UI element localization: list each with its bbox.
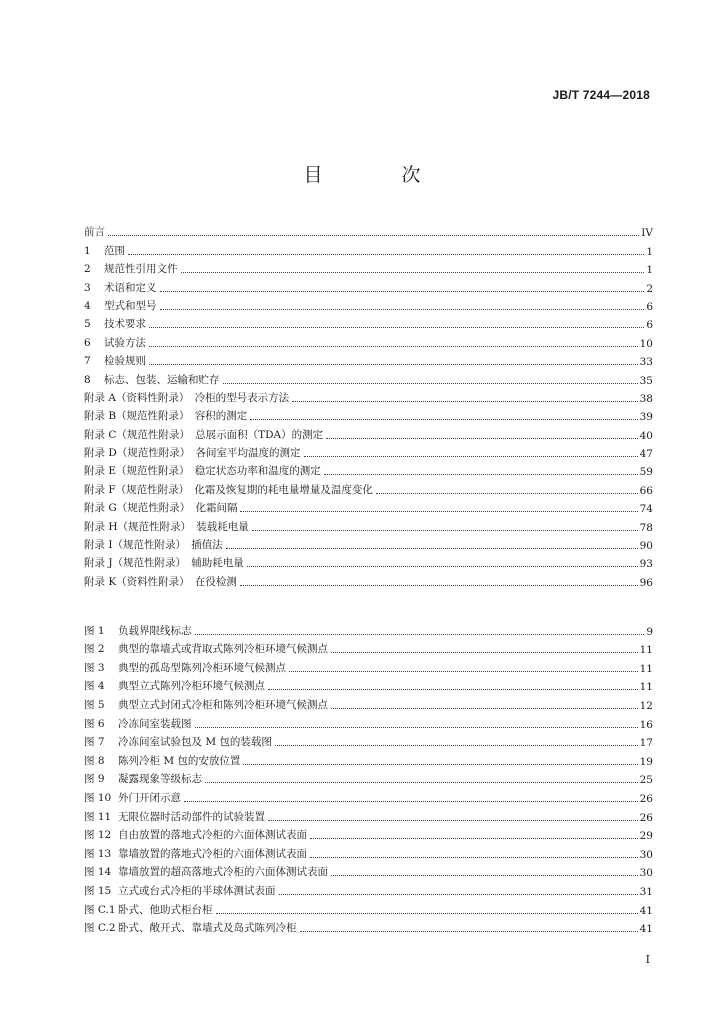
toc-entry[interactable] bbox=[84, 350, 653, 368]
toc-entry-page: 6 bbox=[646, 300, 653, 313]
figure-entry[interactable] bbox=[84, 768, 653, 787]
toc-entry[interactable] bbox=[84, 442, 653, 460]
figure-entry[interactable] bbox=[84, 861, 653, 880]
figure-entry-label: 自由放置的落地式冷柜的六面体测试表面 bbox=[118, 829, 307, 842]
toc-entry-page: 74 bbox=[639, 503, 653, 516]
figure-entry-number: 图 7 bbox=[84, 736, 105, 749]
dot-leader bbox=[195, 727, 638, 728]
toc-entry-label: 前言 bbox=[84, 226, 105, 239]
figure-entry-title bbox=[84, 790, 181, 805]
figure-entry-title bbox=[84, 827, 307, 842]
dot-leader bbox=[226, 548, 638, 549]
toc-entry-number: 8 bbox=[84, 373, 91, 386]
dot-leader bbox=[304, 456, 638, 457]
toc-entry[interactable] bbox=[84, 313, 653, 331]
figure-entry-number: 图 9 bbox=[84, 773, 105, 786]
dot-leader bbox=[300, 931, 638, 932]
figure-entry-label: 典型的靠墙式或背取式陈列冷柜环境气候测点 bbox=[118, 643, 328, 656]
figure-entry-page: 29 bbox=[639, 830, 653, 843]
toc-entry-page: 2 bbox=[646, 282, 653, 295]
toc-entry-title bbox=[84, 537, 223, 552]
toc-entry[interactable] bbox=[84, 258, 653, 276]
toc-entry-title bbox=[84, 224, 105, 239]
toc-entry-label: 范围 bbox=[104, 244, 125, 257]
figure-entry[interactable] bbox=[84, 619, 653, 638]
figure-entry-number: 图 11 bbox=[84, 810, 112, 823]
toc-entry-label: 附录 A（资料性附录） 冷柜的型号表示方法 bbox=[84, 391, 290, 404]
standard-code: JB/T 7244—2018 bbox=[552, 88, 650, 102]
figure-entry-label: 立式或台式冷柜的半球体测试表面 bbox=[118, 884, 276, 897]
toc-entry-title bbox=[84, 353, 146, 368]
figure-entry-title bbox=[84, 660, 286, 675]
toc-entry-page: 39 bbox=[639, 411, 653, 424]
dot-leader bbox=[240, 511, 637, 512]
figure-entry-label: 典型立式陈列冷柜环境气候测点 bbox=[118, 680, 265, 693]
figure-entry-title bbox=[84, 734, 272, 749]
dot-leader bbox=[324, 474, 638, 475]
figure-entry-page: 19 bbox=[639, 755, 653, 768]
figure-entry-label: 陈列冷柜 M 包的安放位置 bbox=[118, 754, 241, 767]
toc-entry-page: 38 bbox=[639, 392, 653, 405]
figure-entry-title bbox=[84, 716, 192, 731]
toc-entry-label: 标志、包装、运输和贮存 bbox=[104, 373, 220, 386]
toc-entry-page: 35 bbox=[639, 374, 653, 387]
toc-entry-title bbox=[84, 427, 323, 442]
toc-entry-label: 技术要求 bbox=[104, 318, 146, 331]
figure-entry-page: 26 bbox=[639, 792, 653, 805]
toc-entry[interactable] bbox=[84, 239, 653, 257]
toc-entry-label: 附录 G（规范性附录） 化霜间隔 bbox=[84, 502, 238, 515]
figure-entry-number: 图 1 bbox=[84, 624, 105, 637]
figure-entry-number: 图 12 bbox=[84, 829, 112, 842]
figure-entry-title bbox=[84, 753, 240, 768]
figure-entry-number: 图 6 bbox=[84, 717, 105, 730]
dot-leader bbox=[205, 782, 638, 783]
dot-leader bbox=[195, 634, 645, 635]
toc-entry-number: 2 bbox=[84, 263, 91, 276]
toc-entry-label: 附录 C（规范性附录） 总展示面积（TDA）的测定 bbox=[84, 428, 324, 441]
toc-entry-title bbox=[84, 463, 321, 478]
dot-leader bbox=[292, 401, 637, 402]
dot-leader bbox=[268, 689, 638, 690]
figure-entry-page: 31 bbox=[639, 885, 653, 898]
toc-entry-number: 3 bbox=[84, 281, 91, 294]
toc-entry-label: 附录 J（规范性附录） 辅助耗电量 bbox=[84, 557, 244, 570]
figure-entry[interactable] bbox=[84, 675, 653, 694]
figure-entry-label: 卧式、敞开式、靠墙式及岛式陈列冷柜 bbox=[118, 922, 297, 935]
toc-entry-label: 附录 B（规范性附录） 容积的测定 bbox=[84, 410, 248, 423]
figure-entry-title bbox=[84, 883, 276, 898]
toc-entry-page: 40 bbox=[639, 429, 653, 442]
figure-entry[interactable] bbox=[84, 917, 653, 936]
figure-entry[interactable] bbox=[84, 712, 653, 731]
figure-entry-title bbox=[84, 846, 307, 861]
toc-entry[interactable] bbox=[84, 295, 653, 313]
dot-leader bbox=[275, 745, 638, 746]
figure-entry-title bbox=[84, 678, 265, 693]
toc-entry-label: 附录 F（规范性附录） 化霜及恢复期的耗电量增量及温度变化 bbox=[84, 483, 373, 496]
toc-entry-title bbox=[84, 243, 125, 258]
toc-entry-title bbox=[84, 280, 157, 295]
figure-entry-label: 靠墙放置的超高落地式冷柜的六面体测试表面 bbox=[118, 866, 328, 879]
dot-leader bbox=[279, 894, 638, 895]
toc-entry-page: 66 bbox=[639, 484, 653, 497]
figure-entry-label: 冷冻间室试验包及 M 包的装载图 bbox=[118, 736, 272, 749]
dot-leader bbox=[310, 857, 638, 858]
toc-entry-title bbox=[84, 519, 249, 534]
figure-entry-page: 41 bbox=[639, 923, 653, 936]
toc-entry-label: 检验规则 bbox=[104, 355, 146, 368]
figure-entry[interactable] bbox=[84, 842, 653, 861]
toc-entry-title bbox=[84, 261, 178, 276]
page-number: I bbox=[645, 953, 650, 966]
figure-entry-title bbox=[84, 697, 328, 712]
dot-leader bbox=[331, 652, 638, 653]
figure-entry-page: 26 bbox=[639, 811, 653, 824]
figure-entry[interactable] bbox=[84, 879, 653, 898]
toc-entry-title bbox=[84, 316, 146, 331]
dot-leader bbox=[310, 838, 638, 839]
figure-entry-number: 图 5 bbox=[84, 698, 105, 711]
toc-entry-title bbox=[84, 372, 220, 387]
figure-entry-page: 30 bbox=[639, 848, 653, 861]
dot-leader bbox=[149, 346, 638, 347]
figure-entry[interactable] bbox=[84, 824, 653, 843]
figure-entry[interactable] bbox=[84, 693, 653, 712]
figure-entry-label: 负载界限线标志 bbox=[118, 624, 192, 637]
figure-entry-label: 冷冻间室装载图 bbox=[118, 717, 192, 730]
dot-leader bbox=[184, 801, 638, 802]
toc-entry-page: 1 bbox=[646, 245, 653, 258]
figure-entry[interactable] bbox=[84, 638, 653, 657]
toc-entry[interactable] bbox=[84, 221, 653, 239]
toc-entry-page: 78 bbox=[639, 521, 653, 534]
figure-entry-page: 11 bbox=[639, 644, 653, 657]
toc-entry[interactable] bbox=[84, 515, 653, 533]
page-title: 目 次 bbox=[303, 164, 451, 186]
toc-entry-label: 附录 E（规范性附录） 稳定状态功率和温度的测定 bbox=[84, 465, 321, 478]
figure-entry-page: 12 bbox=[639, 699, 653, 712]
dot-leader bbox=[252, 530, 638, 531]
dot-leader bbox=[331, 708, 638, 709]
toc-entry[interactable] bbox=[84, 534, 653, 552]
toc-entry-page: 10 bbox=[639, 337, 653, 350]
dot-leader bbox=[149, 327, 644, 328]
figure-entry-number: 图 15 bbox=[84, 884, 112, 897]
toc-entry[interactable] bbox=[84, 570, 653, 588]
figure-entry-page: 11 bbox=[639, 681, 653, 694]
dot-leader bbox=[128, 254, 644, 255]
toc-entry-title bbox=[84, 445, 301, 460]
dot-leader bbox=[223, 383, 638, 384]
toc-entry-page: 6 bbox=[646, 319, 653, 332]
toc-entry-number: 6 bbox=[84, 336, 91, 349]
figure-entry-title bbox=[84, 902, 213, 917]
figure-entry-page: 9 bbox=[646, 625, 653, 638]
toc-entry-label: 术语和定义 bbox=[104, 281, 157, 294]
toc-entry[interactable] bbox=[84, 387, 653, 405]
toc-entry-number: 1 bbox=[84, 244, 91, 257]
figure-entry-label: 靠墙放置的落地式冷柜的六面体测试表面 bbox=[118, 847, 307, 860]
figure-entry-page: 17 bbox=[639, 737, 653, 750]
dot-leader bbox=[149, 364, 638, 365]
dot-leader bbox=[326, 438, 637, 439]
figure-entry-label: 典型立式封闭式冷柜和陈列冷柜环境气候测点 bbox=[118, 698, 328, 711]
toc-entry-label: 型式和型号 bbox=[104, 299, 157, 312]
toc-entry-label: 附录 H（规范性附录） 装载耗电量 bbox=[84, 520, 249, 533]
figure-entry-label: 凝露现象等级标志 bbox=[118, 773, 202, 786]
toc-entry-title bbox=[84, 298, 157, 313]
toc-entry[interactable] bbox=[84, 552, 653, 570]
toc-entry-title bbox=[84, 390, 289, 405]
toc-entry-number: 4 bbox=[84, 299, 91, 312]
figure-entry-label: 外门开闭示意 bbox=[118, 791, 181, 804]
toc-entry-page: 47 bbox=[639, 448, 653, 461]
figure-entry-page: 16 bbox=[639, 718, 653, 731]
table-of-contents bbox=[84, 221, 653, 589]
dot-leader bbox=[331, 875, 638, 876]
dot-leader bbox=[160, 291, 645, 292]
toc-entry[interactable] bbox=[84, 368, 653, 386]
figure-entry-label: 无限位器时活动部件的试验装置 bbox=[118, 810, 265, 823]
toc-entry[interactable] bbox=[84, 405, 653, 423]
figure-entry-number: 图 10 bbox=[84, 791, 112, 804]
toc-entry-number: 5 bbox=[84, 318, 91, 331]
list-of-figures bbox=[84, 619, 653, 935]
toc-entry-title bbox=[84, 335, 146, 350]
toc-entry-title bbox=[84, 574, 237, 589]
figure-entry-number: 图 C.1 bbox=[84, 903, 116, 916]
dot-leader bbox=[108, 235, 639, 236]
figure-entry[interactable] bbox=[84, 805, 653, 824]
figure-entry-number: 图 C.2 bbox=[84, 922, 116, 935]
dot-leader bbox=[247, 566, 638, 567]
dot-leader bbox=[268, 820, 638, 821]
toc-entry[interactable] bbox=[84, 460, 653, 478]
toc-entry-label: 附录 K（资料性附录） 在役检测 bbox=[84, 575, 237, 588]
figure-entry-page: 30 bbox=[639, 867, 653, 880]
figure-entry[interactable] bbox=[84, 731, 653, 750]
toc-entry[interactable] bbox=[84, 423, 653, 441]
toc-entry-title bbox=[84, 555, 244, 570]
toc-entry-page: IV bbox=[641, 227, 653, 240]
figure-entry-page: 11 bbox=[639, 662, 653, 675]
toc-entry[interactable] bbox=[84, 497, 653, 515]
figure-entry-page: 25 bbox=[639, 774, 653, 787]
toc-entry-page: 90 bbox=[639, 540, 653, 553]
figure-entry-number: 图 4 bbox=[84, 680, 105, 693]
figure-entry-number: 图 14 bbox=[84, 866, 112, 879]
dot-leader bbox=[250, 419, 637, 420]
toc-entry-page: 59 bbox=[639, 466, 653, 479]
toc-entry[interactable] bbox=[84, 276, 653, 294]
figure-entry-title bbox=[84, 920, 297, 935]
dot-leader bbox=[376, 493, 638, 494]
toc-entry-label: 试验方法 bbox=[104, 336, 146, 349]
figure-entry-number: 图 2 bbox=[84, 643, 105, 656]
figure-entry-title bbox=[84, 641, 328, 656]
toc-entry-page: 33 bbox=[639, 356, 653, 369]
toc-entry-page: 93 bbox=[639, 558, 653, 571]
figure-entry[interactable] bbox=[84, 786, 653, 805]
figure-entry-title bbox=[84, 809, 265, 824]
figure-entry-title bbox=[84, 771, 202, 786]
toc-entry-title bbox=[84, 500, 237, 515]
dot-leader bbox=[160, 309, 645, 310]
toc-entry-label: 规范性引用文件 bbox=[104, 263, 178, 276]
toc-entry-number: 7 bbox=[84, 355, 91, 368]
dot-leader bbox=[216, 913, 638, 914]
toc-entry-label: 附录 D（规范性附录） 各间室平均温度的测定 bbox=[84, 447, 301, 460]
figure-entry-number: 图 8 bbox=[84, 754, 105, 767]
toc-entry-title bbox=[84, 408, 247, 423]
toc-entry-page: 96 bbox=[639, 576, 653, 589]
figure-entry-title bbox=[84, 623, 192, 638]
dot-leader bbox=[243, 764, 637, 765]
toc-entry-label: 附录 I（规范性附录） 插值法 bbox=[84, 539, 223, 552]
figure-entry-number: 图 13 bbox=[84, 847, 112, 860]
dot-leader bbox=[240, 585, 638, 586]
figure-entry-label: 卧式、他助式柜台柜 bbox=[118, 903, 213, 916]
toc-entry[interactable] bbox=[84, 478, 653, 496]
dot-leader bbox=[181, 272, 645, 273]
figure-entry-label: 典型的孤岛型陈列冷柜环境气候测点 bbox=[118, 661, 286, 674]
figure-entry[interactable] bbox=[84, 898, 653, 917]
figure-entry[interactable] bbox=[84, 656, 653, 675]
dot-leader bbox=[289, 671, 638, 672]
figure-entry-title bbox=[84, 864, 328, 879]
toc-entry-title bbox=[84, 482, 373, 497]
figure-entry-page: 41 bbox=[639, 904, 653, 917]
figure-entry[interactable] bbox=[84, 749, 653, 768]
toc-entry-page: 1 bbox=[646, 264, 653, 277]
toc-entry[interactable] bbox=[84, 331, 653, 349]
figure-entry-number: 图 3 bbox=[84, 661, 105, 674]
